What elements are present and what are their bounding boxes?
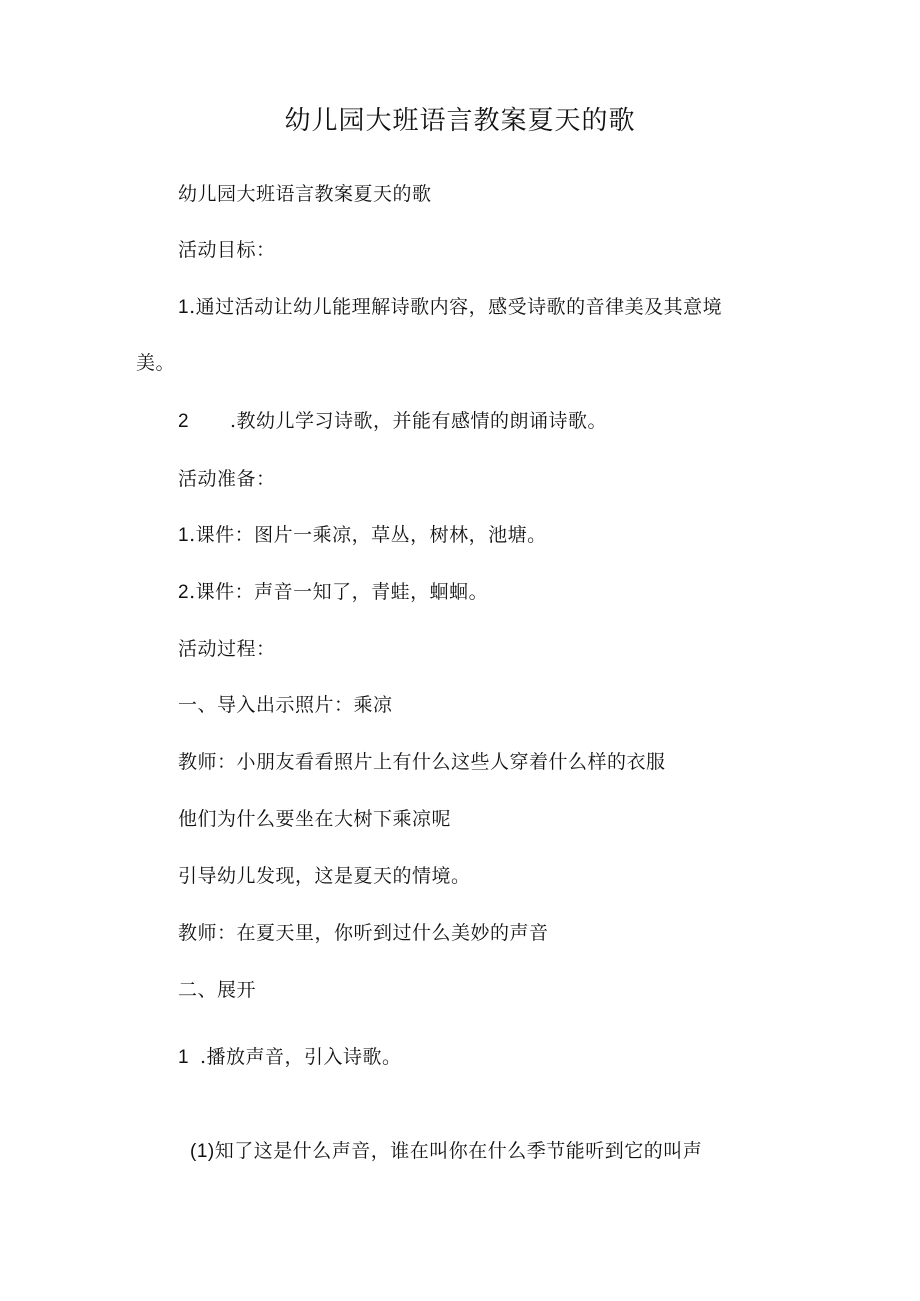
goal-2-text: .教幼儿学习诗歌，并能有感情的朗诵诗歌。 [230,410,608,432]
goal-1 [178,294,722,321]
goal-1-continuation: 美。 [136,352,176,374]
process-heading: 活动过程： [178,638,276,660]
prep-heading: 活动准备： [178,468,276,490]
question-item-1-number: (1) [190,1141,215,1162]
prep-2-text: .课件：声音一知了，青蛙，蛔蛔。 [189,581,489,603]
question-item-1-text: 知了这是什么声音，谁在叫你在什么季节能听到它的叫声 [214,1140,703,1162]
question-line-1: 他们为什么要坐在大树下乘凉呢 [178,808,452,830]
step-1-heading: 一、导入出示照片：乘凉 [178,694,393,716]
document-title: 幼儿园大班语言教案夏天的歌 [284,106,636,136]
teacher-line-2: 教师：在夏天里，你听到过什么美妙的声音 [178,922,549,944]
goal-1-text: .通过活动让幼儿能理解诗歌内容，感受诗歌的音律美及其意境 [189,296,723,318]
teacher-line-1: 教师：小朋友看看照片上有什么这些人穿着什么样的衣服 [178,751,666,773]
goal-2 [178,408,607,435]
guide-line-1: 引导幼儿发现，这是夏天的情境。 [178,865,471,887]
goals-heading: 活动目标： [178,239,276,261]
goal-1-number: 1 [178,297,190,318]
sub-item-1 [178,1044,402,1071]
prep-2-number: 2 [178,582,190,603]
prep-1-text: .课件：图片一乘凉，草丛，树林，池塘。 [189,524,547,546]
document-subtitle: 幼儿园大班语言教案夏天的歌 [178,183,432,205]
question-item-1 [190,1138,702,1165]
prep-1-number: 1 [178,525,190,546]
goal-2-number: 2 [178,411,190,432]
sub-item-1-text: .播放声音，引入诗歌。 [200,1046,402,1068]
prep-1 [178,522,547,549]
sub-item-1-number: 1 [178,1047,190,1068]
prep-2 [178,579,488,606]
step-2-heading: 二、展开 [178,979,257,1001]
